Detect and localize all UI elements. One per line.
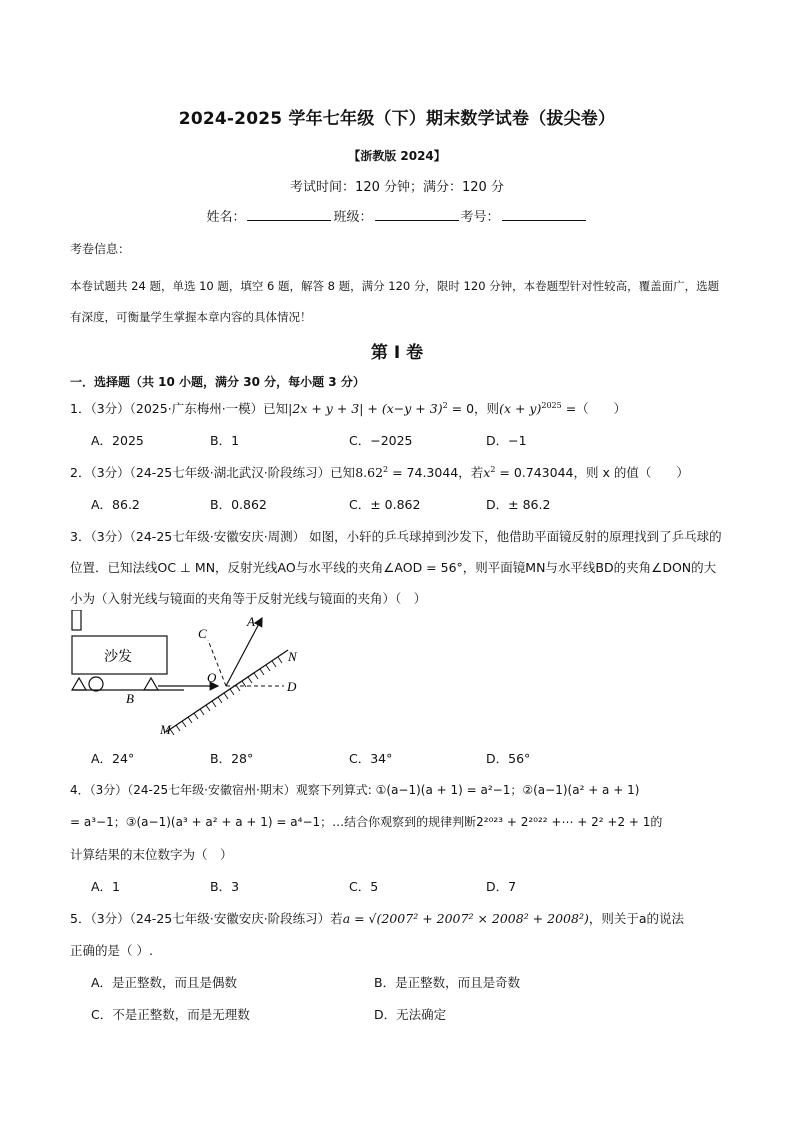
question-3: 3．（3分）（24-25七年级·安徽安庆·周测） 如图，小轩的乒乓球掉到沙发下，他借助平面镜反射的原理找到了乒乓球的位置．已知法线OC ⊥ MN，反射光线AO与水平线的夹角∠AOD = 56°，则平面镜MN与水平线BD的夹角∠DON的大小为（入射光线与镜面的夹角等于反射光线与镜面的夹角）（ ）	[70, 529, 722, 606]
q2-option-b[interactable]: B．0.862	[210, 497, 267, 512]
sofa-label: 沙发	[104, 650, 132, 665]
q1-tail: =（ ）	[561, 401, 627, 416]
q5-math: a = √(2007² + 2007² × 2008² + 2008²)	[342, 911, 589, 926]
question-5	[70, 909, 684, 927]
q4-option-c[interactable]: C．5	[349, 879, 379, 894]
q1-option-b[interactable]: B．1	[210, 433, 240, 448]
q2-math1: 8.62	[355, 465, 384, 480]
mirror-reflection-figure	[66, 610, 316, 740]
sofa-back	[72, 610, 81, 630]
q1-sup1: 2	[442, 400, 448, 410]
label-c: C	[198, 626, 207, 641]
class-blank	[375, 208, 459, 221]
class-label: 班级：	[333, 210, 373, 225]
section-title: 一．选择题（共 10 小题，满分 30 分，每小题 3 分）	[70, 375, 365, 389]
exam-time: 考试时间：120 分钟；满分：120 分	[290, 180, 504, 195]
q2-prefix: 2．（3分）（24-25七年级·湖北武汉·阶段练习）已知	[70, 465, 356, 480]
mirror-hatching	[170, 657, 282, 735]
q4-option-a[interactable]: A．1	[91, 879, 121, 894]
q1-math1: |2x + y + 3| + (x−y + 3)	[288, 401, 443, 416]
number-blank	[502, 208, 586, 221]
q5-prefix: 5．（3分）（24-25七年级·安徽安庆·阶段练习）若	[70, 911, 343, 926]
q1-option-c[interactable]: C．−2025	[349, 433, 413, 448]
q5-option-c[interactable]: C．不是正整数，而是无理数	[91, 1007, 250, 1022]
name-label: 姓名：	[206, 210, 246, 225]
q1-sup2: 2025	[541, 400, 562, 410]
label-o: O	[207, 670, 217, 685]
name-blank	[247, 208, 331, 221]
q4-option-b[interactable]: B．3	[210, 879, 240, 894]
question-4-line-2: = a³−1；③(a−1)(a³ + a² + a + 1) = a⁴−1；…结合你观察到的规律判断2²⁰²³ + 2²⁰²² +⋯ + 2² +2 + 1的	[70, 815, 663, 829]
edition-label: 【浙教版 2024】	[348, 149, 446, 163]
q1-mid: = 0，则	[447, 401, 500, 416]
question-4-line-1: 4．（3分）（24-25七年级·安徽宿州·期末）观察下列算式: ①(a−1)(a + 1) = a²−1；②(a−1)(a² + a + 1)	[70, 783, 640, 797]
mirror-mn	[166, 650, 288, 732]
q2-math2: x	[483, 465, 491, 480]
question-1	[70, 399, 626, 417]
q3-option-c[interactable]: C．34°	[349, 751, 393, 766]
q2-option-d[interactable]: D．± 86.2	[486, 497, 551, 512]
sofa-leg-right	[144, 678, 158, 690]
q2-option-a[interactable]: A．86.2	[91, 497, 140, 512]
question-5-line-2: 正确的是（ ）.	[70, 943, 153, 958]
q1-option-a[interactable]: A．2025	[91, 433, 144, 448]
question-2	[70, 463, 689, 481]
q3-option-b[interactable]: B．28°	[210, 751, 254, 766]
ping-pong-ball	[89, 677, 103, 691]
reflected-ray-oa	[226, 618, 262, 686]
q5-option-b[interactable]: B．是正整数，而且是奇数	[374, 975, 521, 990]
sofa-leg-left	[72, 678, 86, 690]
q5-option-d[interactable]: D．无法确定	[374, 1007, 447, 1022]
q2-tail: = 0.743044，则 x 的值（ ）	[495, 465, 689, 480]
q2-mid: = 74.3044，若	[388, 465, 484, 480]
q2-option-c[interactable]: C．± 0.862	[349, 497, 421, 512]
q4-option-d[interactable]: D．7	[486, 879, 517, 894]
q1-option-d[interactable]: D．−1	[486, 433, 527, 448]
number-label: 考号：	[460, 210, 500, 225]
info-body: 本卷试题共 24 题，单选 10 题，填空 6 题，解答 8 题，满分 120 分，限时 120 分钟，本卷题型针对性较高，覆盖面广，选题有深度，可衡量学生掌握本章内容的具体情况！	[70, 279, 720, 324]
q5-option-a[interactable]: A．是正整数，而且是偶数	[91, 975, 238, 990]
info-heading: 考卷信息：	[70, 242, 131, 256]
student-info-row	[0, 206, 794, 225]
q1-prefix: 1．（3分）（2025·广东梅州·一模）已知	[70, 401, 289, 416]
label-n: N	[288, 649, 297, 664]
q1-math2: (x + y)	[499, 401, 542, 416]
label-m: M	[160, 722, 171, 737]
q2-sup2: 2	[490, 464, 496, 474]
part-title: 第 I 卷	[370, 343, 424, 363]
q2-sup1: 2	[383, 464, 389, 474]
q5-tail: ，则关于a的说法	[588, 911, 685, 926]
label-d: D	[287, 679, 297, 694]
label-a: A	[247, 614, 255, 629]
label-b: B	[126, 691, 134, 706]
exam-title: 2024-2025 学年七年级（下）期末数学试卷（拔尖卷）	[178, 109, 616, 129]
q3-option-d[interactable]: D．56°	[486, 751, 531, 766]
q3-option-a[interactable]: A．24°	[91, 751, 135, 766]
question-4-line-3: 计算结果的末位数字为（ ）	[70, 847, 233, 862]
